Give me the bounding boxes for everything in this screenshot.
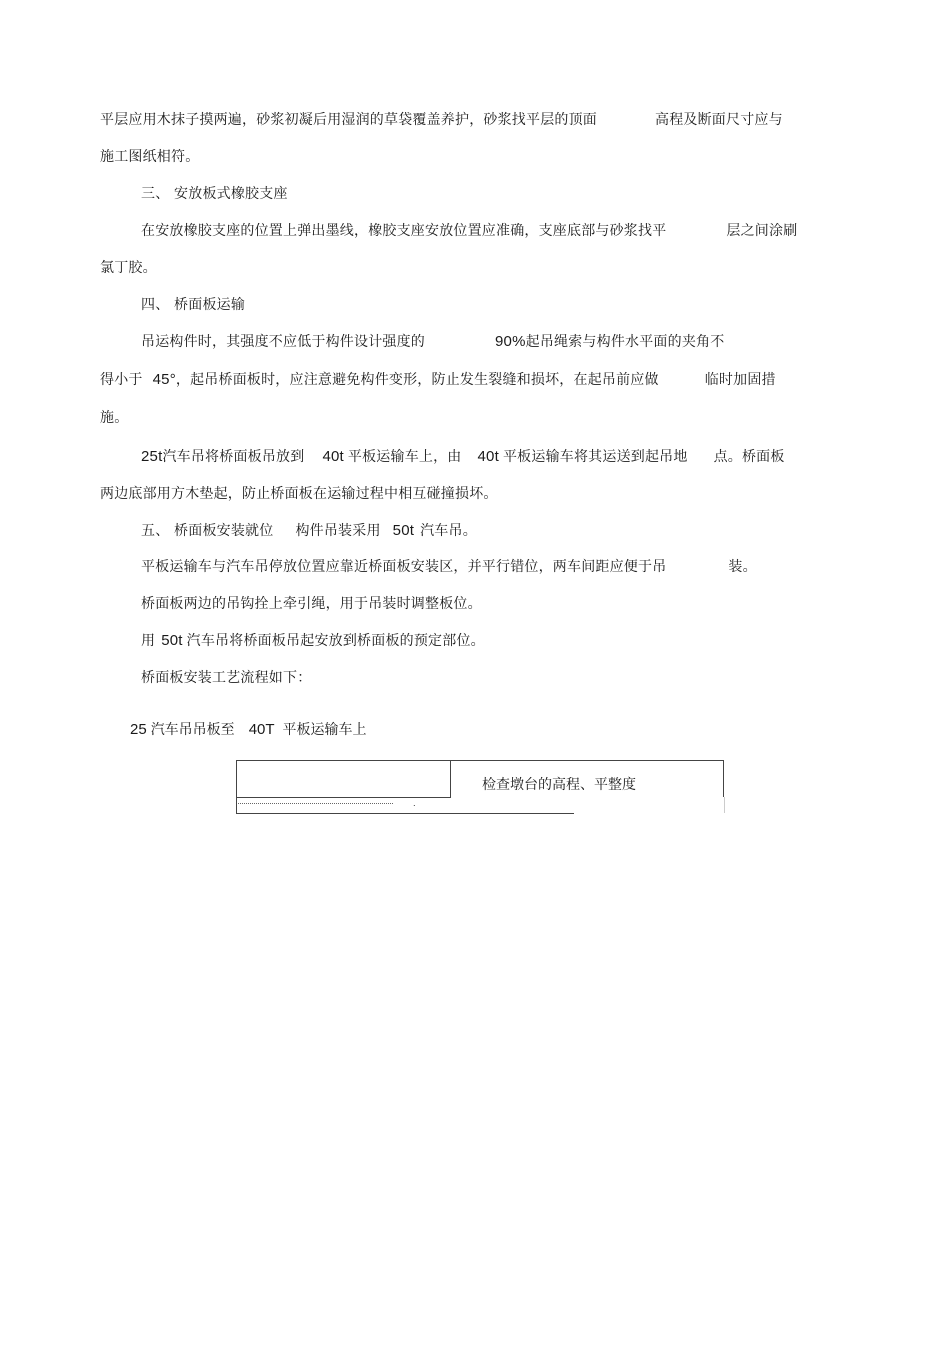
flow-box-empty <box>236 760 451 798</box>
paragraph-line <box>141 221 797 241</box>
paragraph-line: 两边底部用方木垫起，防止桥面板在运输过程中相互碰撞损坏。 <box>100 486 498 502</box>
flow-step-title <box>130 720 367 740</box>
text-segment: 构件吊装采用 <box>295 523 381 539</box>
text-segment: 50t <box>161 632 183 649</box>
paragraph-line: 施工图纸相符。 <box>100 149 200 165</box>
text-segment: 汽车吊吊板至 <box>150 722 235 738</box>
flow-box-check <box>449 760 724 797</box>
text-segment: 汽车吊将桥面板吊起安放到桥面板的预定部位。 <box>186 633 485 649</box>
text-segment: 90% <box>495 333 526 350</box>
paragraph-line: 氯丁胶。 <box>100 260 157 276</box>
text-segment: 在安放橡胶支座的位置上弹出墨线，橡胶支座安放位置应准确，支座底部与砂浆找平 <box>141 223 667 239</box>
section-heading: 三、 安放板式橡胶支座 <box>141 186 288 202</box>
text-segment: 起吊绳索与构件水平面的夹角不 <box>525 334 725 350</box>
paragraph-line <box>100 370 776 390</box>
text-segment: 40T <box>248 721 275 738</box>
dot-mark: . <box>413 799 416 808</box>
text-segment: 平层应用木抹子摸两遍，砂浆初凝后用湿润的草袋覆盖养护，砂浆找平层的顶面 <box>100 112 597 128</box>
dotted-divider <box>238 803 393 804</box>
text-segment: 平板运输车与汽车吊停放位置应靠近桥面板安装区，并平行错位，两车间距应便于吊 <box>141 559 667 575</box>
text-segment: 吊运构件时，其强度不应低于构件设计强度的 <box>141 334 425 350</box>
text-segment: 高程及断面尺寸应与 <box>655 112 783 128</box>
text-segment: 25 <box>130 721 147 738</box>
text-segment: 40t <box>322 448 344 465</box>
text-segment: 装。 <box>728 559 757 575</box>
text-segment: 平板运输车将其运送到起吊地 <box>502 449 688 465</box>
text-segment: 平板运输车上 <box>282 722 367 738</box>
paragraph-line <box>141 557 757 577</box>
text-segment: 50t <box>392 522 415 539</box>
text-segment: 层之间涂刷 <box>726 223 798 239</box>
text-segment: 45° <box>152 371 176 388</box>
text-segment: 平板运输车上，由 <box>347 449 462 465</box>
flow-bottom-border <box>236 813 574 814</box>
flow-box-label: 检查墩台的高程、平整度 <box>482 777 636 793</box>
text-segment: 40t <box>477 448 499 465</box>
text-segment: ，起吊桥面板时，应注意避免构件变形，防止发生裂缝和损坏，在起吊前应做 <box>175 372 659 388</box>
paragraph-line: 桥面板安装工艺流程如下： <box>141 670 312 686</box>
flow-lower-row <box>236 797 725 813</box>
text-segment: 汽车吊将桥面板吊放到 <box>162 449 305 465</box>
paragraph-line <box>100 110 783 130</box>
section-heading: 四、 桥面板运输 <box>141 297 246 313</box>
section-heading <box>141 521 477 541</box>
text-segment: 25t <box>141 448 163 465</box>
paragraph-line <box>141 631 485 651</box>
flow-chart <box>236 760 725 815</box>
paragraph-line: 施。 <box>100 410 129 426</box>
text-segment: 汽车吊。 <box>420 523 477 539</box>
paragraph-line <box>141 447 785 467</box>
paragraph-line <box>141 332 724 352</box>
paragraph-line: 桥面板两边的吊钩拴上牵引绳，用于吊装时调整板位。 <box>141 596 482 612</box>
text-segment: 临时加固措 <box>704 372 776 388</box>
text-segment: 点。桥面板 <box>713 449 785 465</box>
text-segment: 得小于 <box>100 372 143 388</box>
text-segment: 五、 桥面板安装就位 <box>141 523 274 539</box>
text-segment: 用 <box>141 633 156 649</box>
